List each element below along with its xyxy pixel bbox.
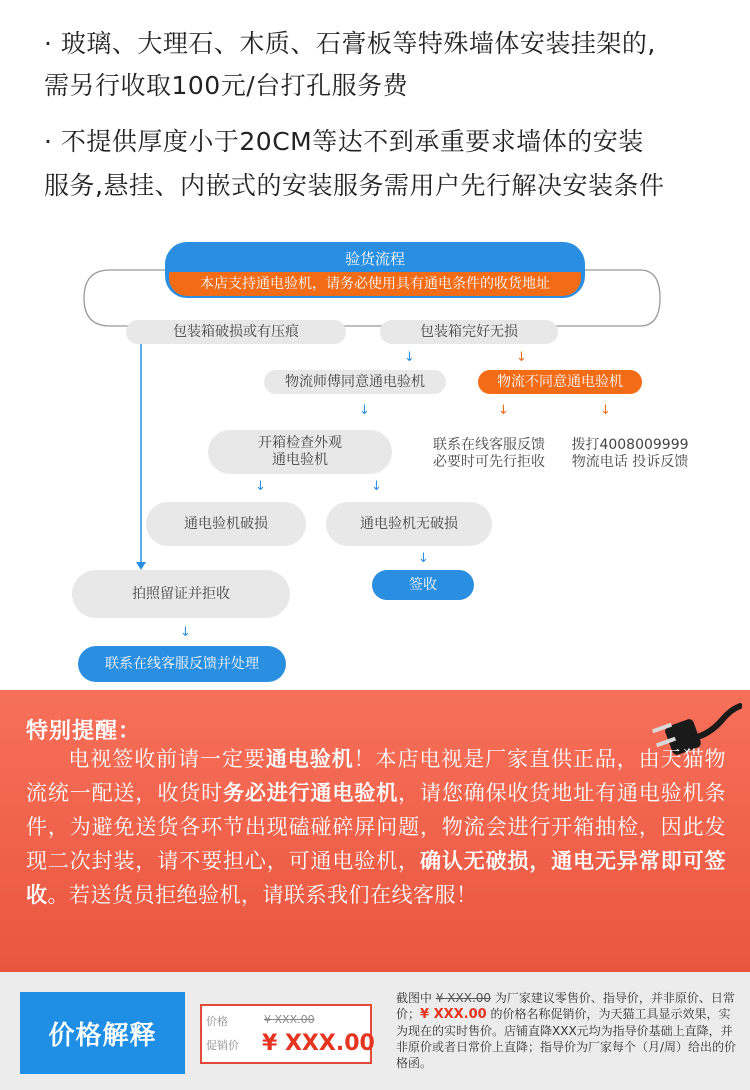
open-check-line-1: 开箱检查外观 xyxy=(258,435,342,451)
desc-rest: 的价格名称促销价，为天猫工具显示效果，实为现在的实时售价。店铺直降XXX元均为指导价基础上直降，并非原价或者日常价上直降；指导价为厂家每个（月/周）给出的价格函。 xyxy=(396,1007,737,1070)
reminder-title: 特别提醒： xyxy=(26,719,142,744)
contact-cs-line-1: 联系在线客服反馈 xyxy=(433,437,545,453)
arrow-down-icon: ↓ xyxy=(359,403,370,418)
hotline-line-1: 拨打4008009999 xyxy=(571,437,689,453)
note-line-1: · 玻璃、大理石、木质、石膏板等特殊墙体安装挂架的, xyxy=(44,29,656,58)
reminder-bold-2: 务必进行通电验机 xyxy=(222,781,399,805)
price-explanation xyxy=(0,972,750,1090)
arrow-down-icon: ↓ xyxy=(516,350,527,365)
flow-title: 验货流程 xyxy=(344,250,405,268)
flow-header xyxy=(165,242,585,298)
arrow-down-icon: ↓ xyxy=(498,403,509,418)
reminder-text-3: ，请您确保收货地址有通电验机条件，为避免送货各环节出现磕碰碎屏问题，物流会进行开箱抽检，因此发现二次封装，请不要担心，可通电验机， xyxy=(26,781,727,873)
note-line-4: 服务,悬挂、内嵌式的安装服务需用户先行解决安装条件 xyxy=(44,171,665,200)
price-card xyxy=(200,1004,375,1064)
price-explanation-title: 价格解释 xyxy=(20,992,185,1074)
test-damaged-step: 通电验机破损 xyxy=(146,502,306,546)
reminder-bold-3: 确认无破损，通电无异常即可签收 xyxy=(26,849,726,907)
damaged-package-step: 包装箱破损或有压痕 xyxy=(126,320,346,344)
note-line-2: 需另行收取100元/台打孔服务费 xyxy=(44,71,409,100)
hotline-line-2: 物流电话 投诉反馈 xyxy=(571,454,689,470)
hotline-step xyxy=(560,434,700,474)
price-description xyxy=(396,990,741,1071)
reminder-body xyxy=(26,742,726,912)
open-check-line-2: 通电验机 xyxy=(272,452,328,468)
arrow-down-icon: ↓ xyxy=(600,403,611,418)
test-ok-step: 通电验机无破损 xyxy=(326,502,492,546)
special-reminder xyxy=(0,690,750,972)
desc-strike-price: ¥ XXX.00 xyxy=(435,991,492,1005)
courier-disagree-step: 物流不同意通电验机 xyxy=(478,370,642,394)
reminder-text-1: 电视签收前请一定要 xyxy=(68,747,266,771)
arrow-down-icon: ↓ xyxy=(371,479,382,494)
contact-process-step: 联系在线客服反馈并处理 xyxy=(78,646,286,682)
courier-agree-step: 物流师傅同意通电验机 xyxy=(264,370,446,394)
installation-notes xyxy=(0,0,750,228)
contact-cs-line-2: 必要时可先行拒收 xyxy=(433,454,545,470)
inspection-flowchart xyxy=(0,228,750,690)
sign-step: 签收 xyxy=(372,570,474,600)
note-line-3: · 不提供厚度小于20CM等达不到承重要求墙体的安装 xyxy=(44,127,644,156)
arrow-down-icon: ↓ xyxy=(404,350,415,365)
reminder-bold-1: 通电验机 xyxy=(265,747,354,771)
contact-cs-step xyxy=(424,434,554,474)
desc-mid: 为厂家建议零售价、指导价，并非原价、日常价； xyxy=(396,991,735,1021)
arrow-down-icon: ↓ xyxy=(255,479,266,494)
promo-price-label: 促销价 xyxy=(206,1039,239,1052)
reminder-text-2: ！本店电视是厂家直供正品，由天猫物流统一配送，收货时 xyxy=(26,747,727,805)
list-price-label: 价格 xyxy=(206,1015,228,1028)
desc-prefix: 截图中 xyxy=(396,991,436,1005)
list-price-value: ¥ XXX.00 xyxy=(264,1013,315,1026)
reminder-text-4: 。若送货员拒绝验机，请联系我们在线客服！ xyxy=(47,883,478,907)
flow-subtitle: 本店支持通电验机，请务必使用具有通电条件的收货地址 xyxy=(169,272,581,296)
photo-reject-step: 拍照留证并拒收 xyxy=(72,570,290,618)
desc-promo-price: ¥ XXX.00 xyxy=(420,1007,487,1022)
arrow-down-icon: ↓ xyxy=(180,625,191,640)
arrow-down-icon: ↓ xyxy=(418,551,429,566)
intact-package-step: 包装箱完好无损 xyxy=(380,320,558,344)
promo-price-value: ¥ XXX.00 xyxy=(262,1031,375,1056)
open-check-step xyxy=(208,430,392,474)
